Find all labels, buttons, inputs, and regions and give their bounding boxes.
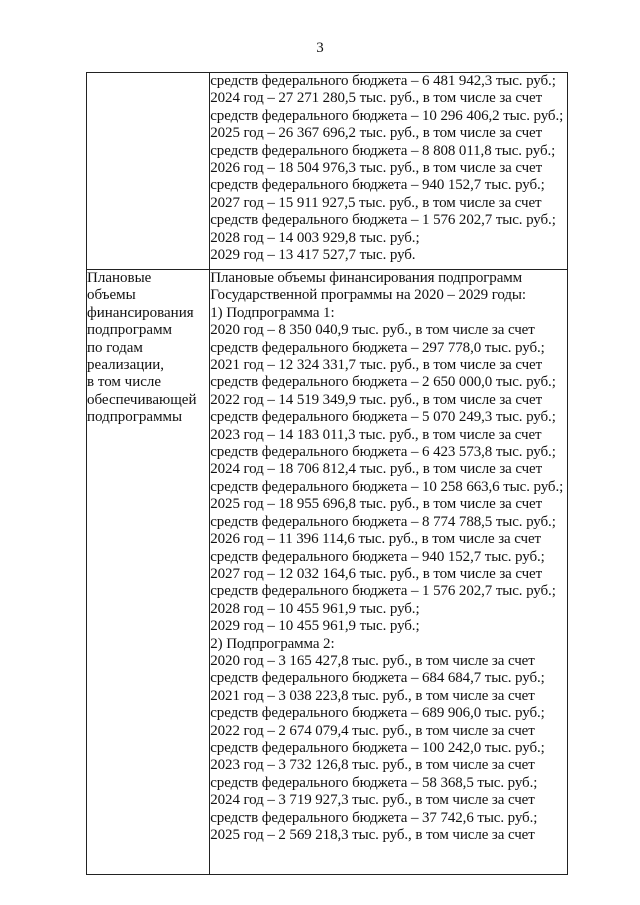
row-label-line: финансирования	[87, 304, 194, 321]
text-line: средств федерального бюджета – 940 152,7 тыс. руб.;	[210, 177, 545, 194]
text-line: 2025 год – 18 955 696,8 тыс. руб., в том числе за счет	[210, 496, 543, 513]
text-line: средств федерального бюджета – 37 742,6 тыс. руб.;	[210, 809, 538, 826]
text-line: 2021 год – 3 038 223,8 тыс. руб., в том числе за счет	[210, 687, 535, 704]
row-label-line: в том числе	[87, 374, 162, 391]
page-number: 3	[316, 40, 324, 56]
text-line: 2027 год – 15 911 927,5 тыс. руб., в том числе за счет	[210, 194, 542, 211]
row-label-line: объемы	[87, 287, 136, 304]
text-line: средств федерального бюджета – 8 808 011,8 тыс. руб.;	[210, 142, 556, 159]
text-line: 2022 год – 2 674 079,4 тыс. руб., в том числе за счет	[210, 722, 535, 739]
text-line: средств федерального бюджета – 1 576 202,7 тыс. руб.;	[210, 212, 556, 229]
table-row	[87, 73, 568, 270]
text-line: 2021 год – 12 324 331,7 тыс. руб., в том числе за счет	[210, 357, 543, 374]
text-line: 2) Подпрограмма 2:	[210, 635, 335, 652]
row1-content-cell	[210, 73, 568, 270]
text-line: средств федерального бюджета – 297 778,0 тыс. руб.;	[210, 339, 545, 356]
text-line: 2024 год – 3 719 927,3 тыс. руб., в том числе за счет	[210, 792, 535, 809]
row-label-line: реализации,	[87, 357, 165, 374]
text-line: 2020 год – 8 350 040,9 тыс. руб., в том числе за счет	[210, 322, 535, 339]
text-line: 2029 год – 10 455 961,9 тыс. руб.;	[210, 618, 420, 635]
text-line: 1) Подпрограмма 1:	[210, 304, 335, 321]
row-label-line: подпрограмм	[87, 322, 173, 339]
text-line: средств федерального бюджета – 58 368,5 тыс. руб.;	[210, 774, 538, 791]
row2-label-cell	[87, 270, 210, 875]
text-line: 2025 год – 2 569 218,3 тыс. руб., в том числе за счет	[210, 827, 535, 843]
text-line: 2023 год – 3 732 126,8 тыс. руб., в том числе за счет	[210, 757, 535, 774]
text-line: средств федерального бюджета – 689 906,0 тыс. руб.;	[210, 705, 545, 722]
text-line: 2025 год – 26 367 696,2 тыс. руб., в том числе за счет	[210, 125, 543, 142]
text-line: 2024 год – 27 271 280,5 тыс. руб., в том числе за счет	[210, 90, 543, 107]
text-line: 2024 год – 18 706 812,4 тыс. руб., в том числе за счет	[210, 461, 543, 478]
text-line: 2023 год – 14 183 011,3 тыс. руб., в том числе за счет	[210, 426, 542, 443]
text-line: средств федерального бюджета – 940 152,7 тыс. руб.;	[210, 548, 545, 565]
row-label-line: по годам	[87, 339, 143, 356]
text-line: 2022 год – 14 519 349,9 тыс. руб., в том числе за счет	[210, 391, 543, 408]
text-line: 2027 год – 12 032 164,6 тыс. руб., в том числе за счет	[210, 565, 543, 582]
row1-label-cell	[87, 73, 210, 270]
text-line: средств федерального бюджета – 6 423 573,8 тыс. руб.;	[210, 444, 556, 461]
text-line: 2020 год – 3 165 427,8 тыс. руб., в том числе за счет	[210, 652, 535, 669]
text-line: средств федерального бюджета – 10 296 406,2 тыс. руб.;	[210, 107, 564, 124]
text-line: средств федерального бюджета – 10 258 663,6 тыс. руб.;	[210, 478, 564, 495]
row2-content-cell	[210, 270, 568, 875]
text-line: средств федерального бюджета – 100 242,0 тыс. руб.;	[210, 739, 545, 756]
row-label-line: обеспечивающей	[87, 391, 197, 408]
text-line: средств федерального бюджета – 2 650 000,0 тыс. руб.;	[210, 374, 556, 391]
table-row	[87, 270, 568, 875]
text-line: средств федерального бюджета – 684 684,7 тыс. руб.;	[210, 670, 545, 687]
text-line: Плановые объемы финансирования подпрограмм	[210, 270, 523, 286]
text-line: средств федерального бюджета – 8 774 788,5 тыс. руб.;	[210, 513, 556, 530]
row-label-line: подпрограммы	[87, 409, 183, 426]
text-line: средств федерального бюджета – 1 576 202,7 тыс. руб.;	[210, 583, 556, 600]
text-line: 2028 год – 14 003 929,8 тыс. руб.;	[210, 229, 420, 246]
text-line: 2028 год – 10 455 961,9 тыс. руб.;	[210, 600, 420, 617]
text-line: 2026 год – 11 396 114,6 тыс. руб., в том числе за счет	[210, 531, 541, 548]
text-line: средств федерального бюджета – 5 070 249,3 тыс. руб.;	[210, 409, 556, 426]
row-label-line: Плановые	[87, 270, 152, 286]
text-line: средств федерального бюджета – 6 481 942,3 тыс. руб.;	[210, 73, 556, 89]
text-line: Государственной программы на 2020 – 2029 годы:	[210, 287, 526, 304]
text-line: 2026 год – 18 504 976,3 тыс. руб., в том числе за счет	[210, 160, 543, 177]
text-line: 2029 год – 13 417 527,7 тыс. руб.	[210, 247, 416, 264]
financing-table	[86, 72, 568, 875]
